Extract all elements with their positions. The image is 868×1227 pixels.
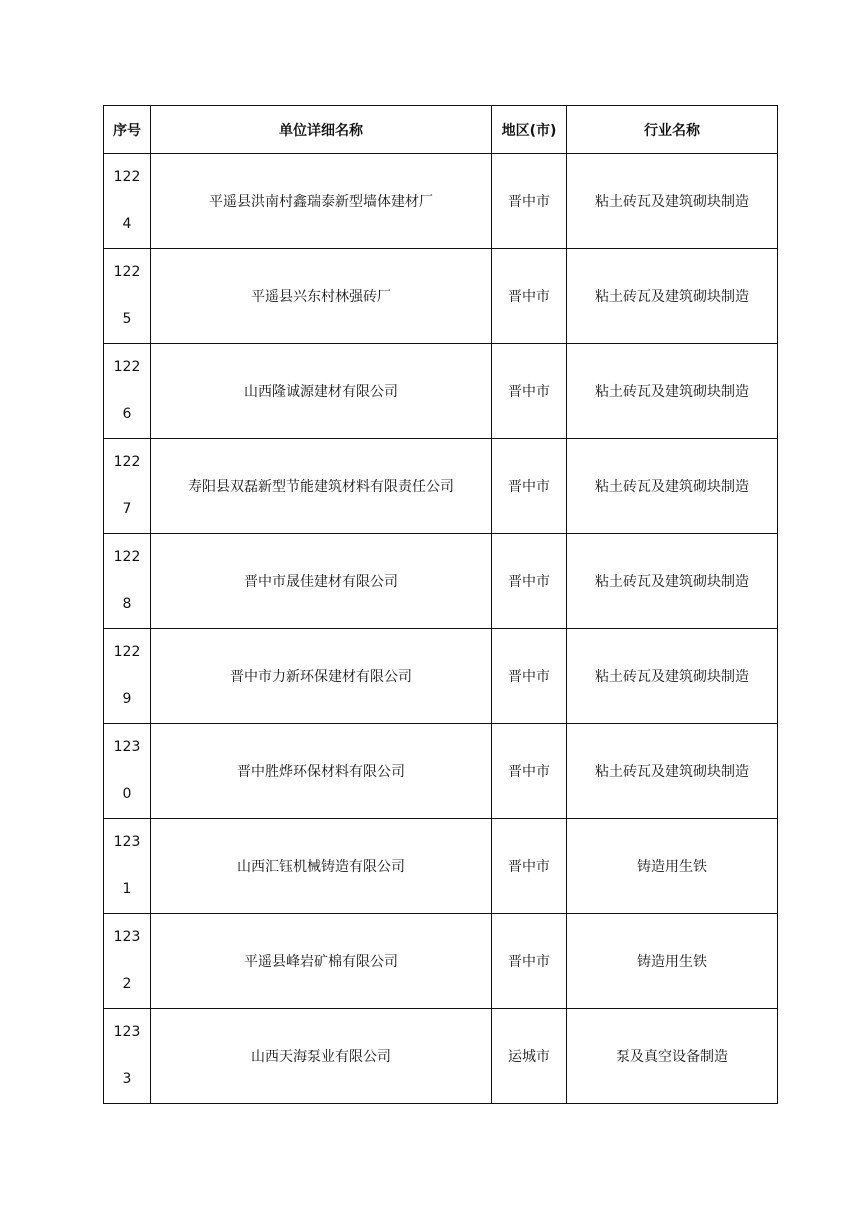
table-row	[104, 534, 778, 629]
serial-cell	[104, 154, 151, 249]
serial-number: 1227	[113, 454, 141, 517]
industry-cell: 铸造用生铁	[567, 819, 778, 914]
unit-name-cell: 晋中胜烨环保材料有限公司	[151, 724, 492, 819]
industry-cell: 粘土砖瓦及建筑砌块制造	[567, 534, 778, 629]
unit-name-cell: 晋中市力新环保建材有限公司	[151, 629, 492, 724]
serial-cell	[104, 249, 151, 344]
region-cell: 晋中市	[492, 819, 567, 914]
unit-name-cell: 平遥县洪南村鑫瑞泰新型墙体建材厂	[151, 154, 492, 249]
serial-cell	[104, 629, 151, 724]
serial-cell	[104, 914, 151, 1009]
industry-cell: 粘土砖瓦及建筑砌块制造	[567, 154, 778, 249]
region-cell: 晋中市	[492, 249, 567, 344]
region-cell: 晋中市	[492, 439, 567, 534]
table-row	[104, 154, 778, 249]
serial-cell	[104, 439, 151, 534]
serial-cell	[104, 344, 151, 439]
serial-number: 1230	[113, 739, 141, 802]
unit-name-cell: 平遥县峰岩矿棉有限公司	[151, 914, 492, 1009]
serial-number: 1233	[113, 1024, 141, 1087]
unit-name-cell: 平遥县兴东村林强砖厂	[151, 249, 492, 344]
region-cell: 晋中市	[492, 154, 567, 249]
serial-cell	[104, 724, 151, 819]
industry-cell: 粘土砖瓦及建筑砌块制造	[567, 629, 778, 724]
unit-name-cell: 寿阳县双磊新型节能建筑材料有限责任公司	[151, 439, 492, 534]
table-row	[104, 914, 778, 1009]
industry-cell: 铸造用生铁	[567, 914, 778, 1009]
header-industry: 行业名称	[567, 106, 778, 154]
unit-name-cell: 晋中市晟佳建材有限公司	[151, 534, 492, 629]
unit-name-cell: 山西隆诚源建材有限公司	[151, 344, 492, 439]
region-cell: 晋中市	[492, 534, 567, 629]
header-serial: 序号	[104, 106, 151, 154]
serial-cell	[104, 819, 151, 914]
unit-name-cell: 山西汇钰机械铸造有限公司	[151, 819, 492, 914]
region-cell: 晋中市	[492, 629, 567, 724]
serial-cell	[104, 534, 151, 629]
region-cell: 晋中市	[492, 724, 567, 819]
region-cell: 运城市	[492, 1009, 567, 1104]
serial-number: 1224	[113, 169, 141, 232]
industry-cell: 粘土砖瓦及建筑砌块制造	[567, 249, 778, 344]
table-header-row	[104, 106, 778, 154]
industry-cell: 泵及真空设备制造	[567, 1009, 778, 1104]
header-region: 地区(市)	[492, 106, 567, 154]
enterprise-table	[103, 105, 778, 1104]
region-cell: 晋中市	[492, 344, 567, 439]
table-row	[104, 249, 778, 344]
industry-cell: 粘土砖瓦及建筑砌块制造	[567, 439, 778, 534]
table-row	[104, 344, 778, 439]
unit-name-cell: 山西天海泵业有限公司	[151, 1009, 492, 1104]
table-row	[104, 439, 778, 534]
serial-number: 1232	[113, 929, 141, 992]
table-row	[104, 724, 778, 819]
serial-cell	[104, 1009, 151, 1104]
serial-number: 1226	[113, 359, 141, 422]
table-row	[104, 1009, 778, 1104]
serial-number: 1231	[113, 834, 141, 897]
serial-number: 1229	[113, 644, 141, 707]
industry-cell: 粘土砖瓦及建筑砌块制造	[567, 724, 778, 819]
industry-cell: 粘土砖瓦及建筑砌块制造	[567, 344, 778, 439]
table-row	[104, 629, 778, 724]
region-cell: 晋中市	[492, 914, 567, 1009]
table-row	[104, 819, 778, 914]
header-unit-name: 单位详细名称	[151, 106, 492, 154]
serial-number: 1228	[113, 549, 141, 612]
serial-number: 1225	[113, 264, 141, 327]
